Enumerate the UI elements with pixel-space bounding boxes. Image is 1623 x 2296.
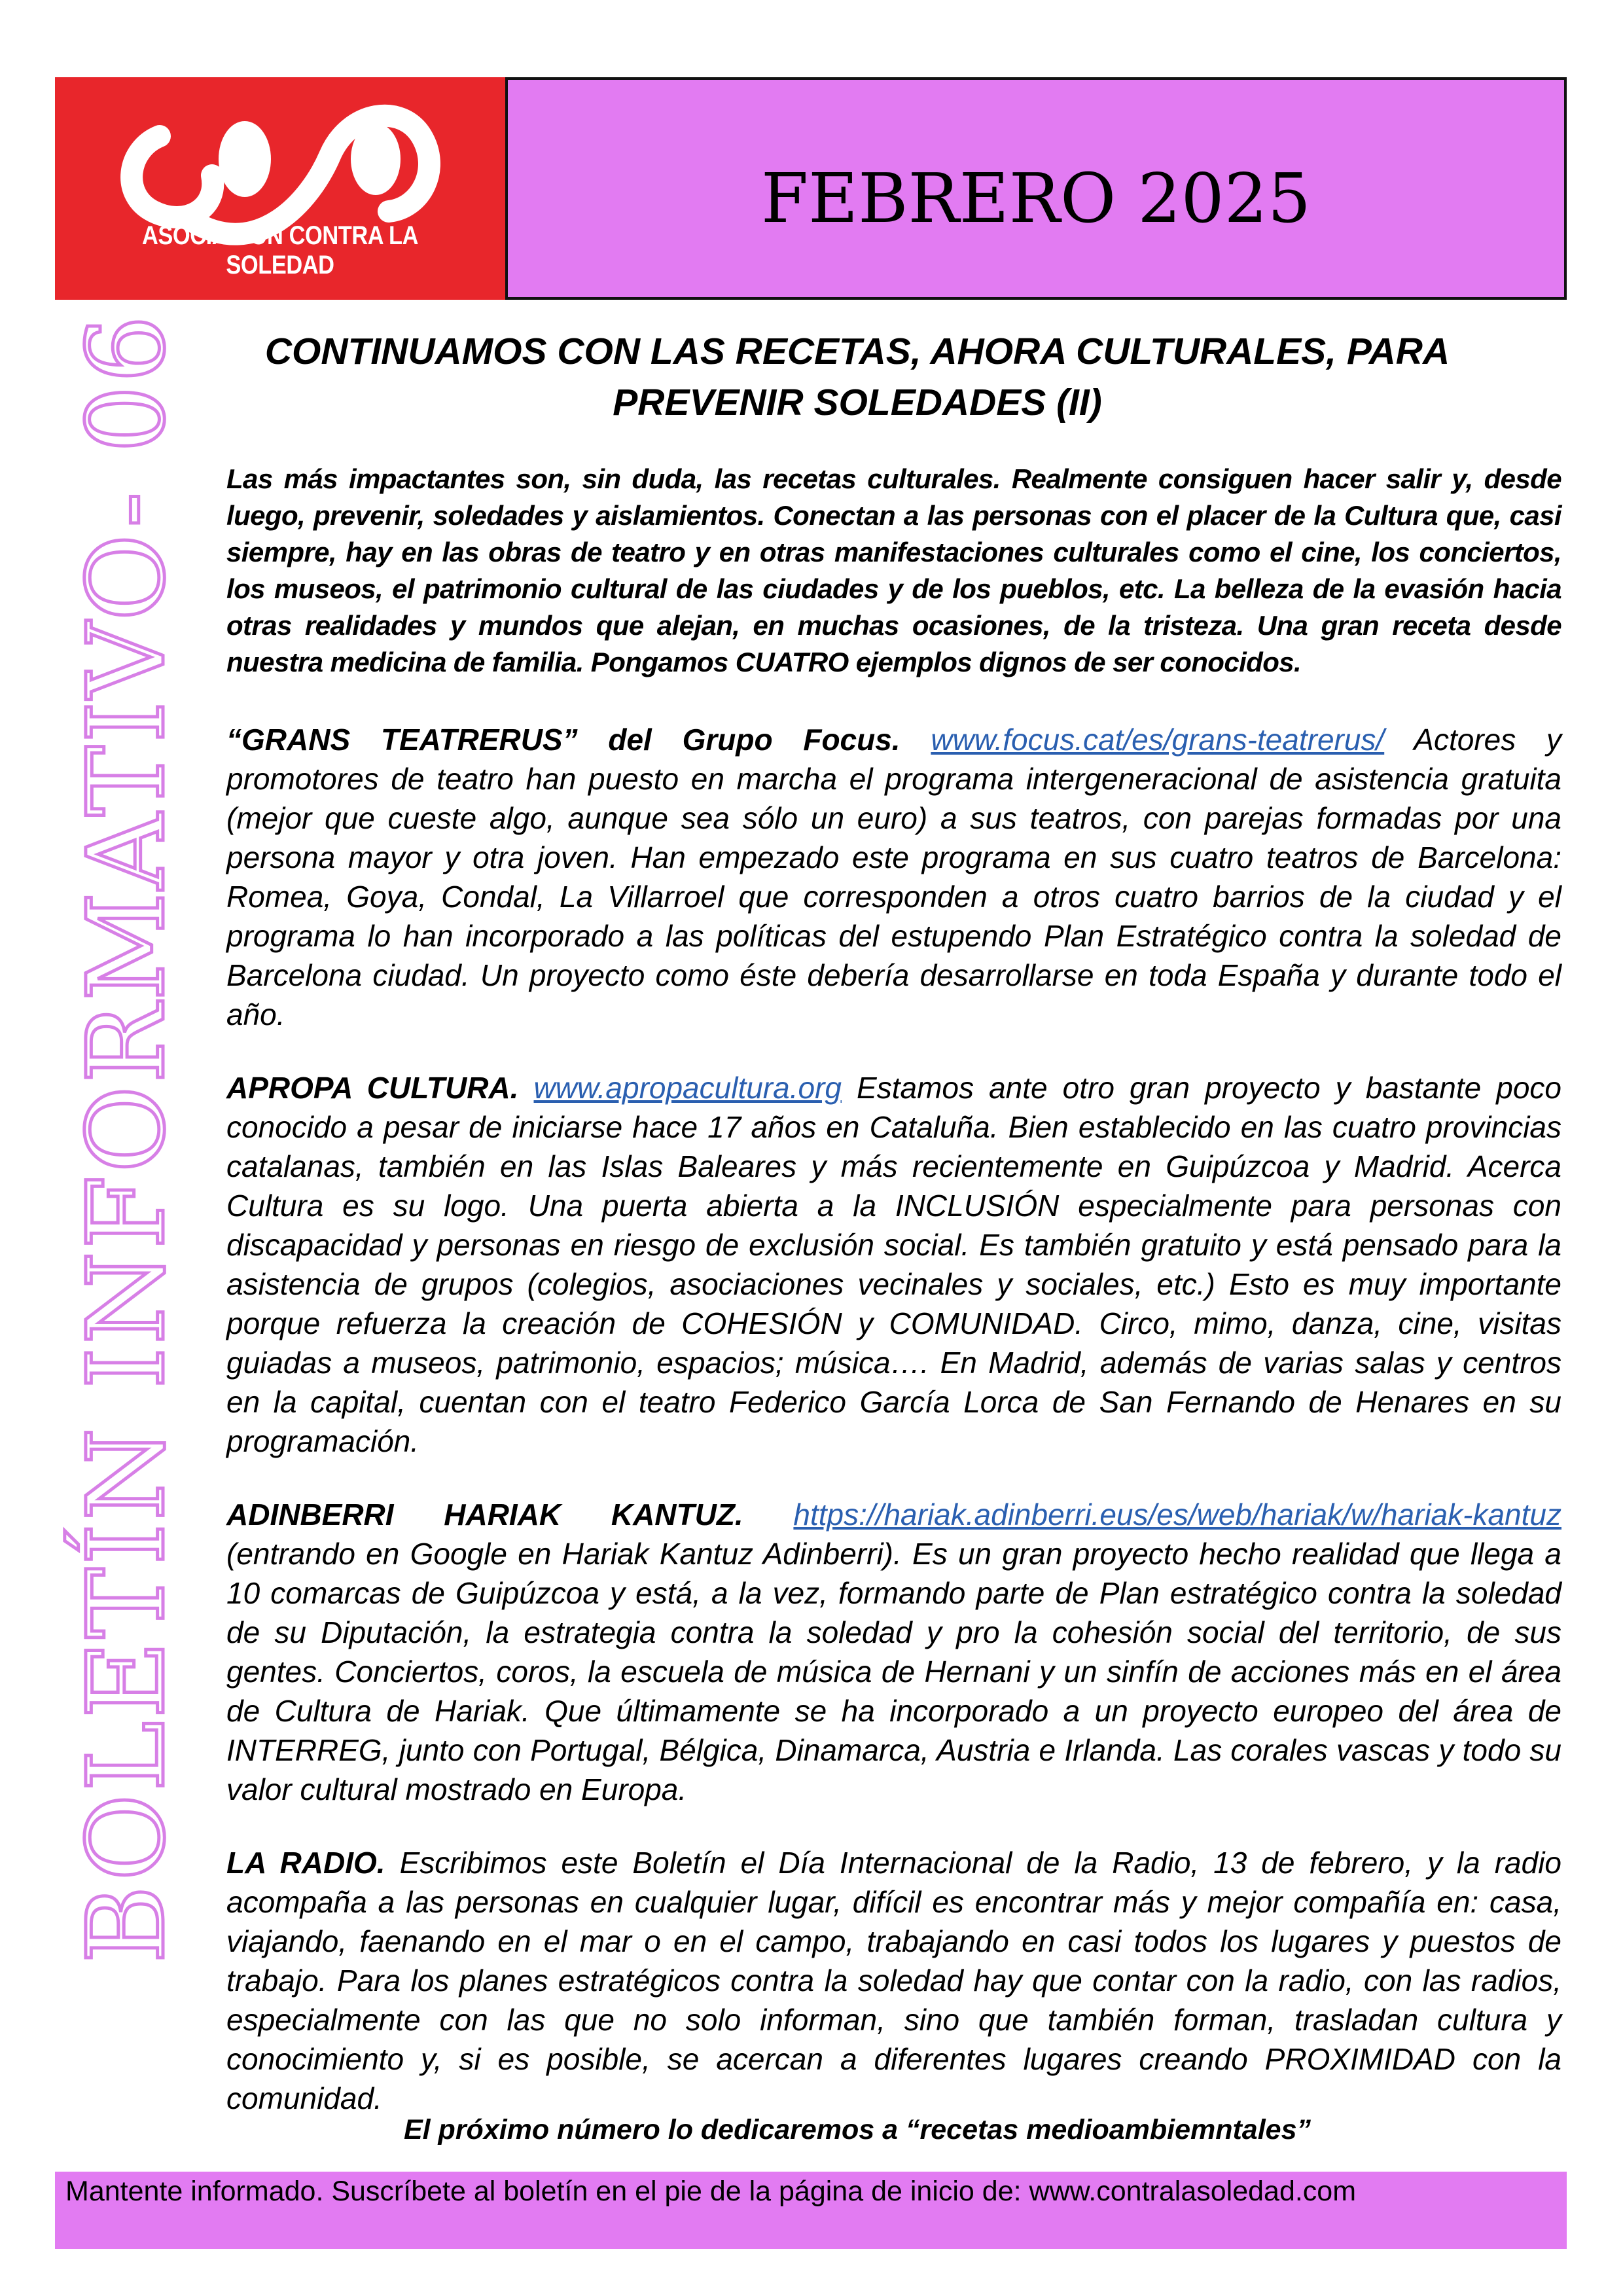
page-headline: CONTINUAMOS CON LAS RECETAS, AHORA CULTURALES, PARA PREVENIR SOLEDADES (II) — [264, 331, 1450, 423]
section-body: Escribimos este Boletín el Día Internacional de la Radio, 13 de febrero, y la radio acompaña a las personas en cualquier lugar, difícil es encontrar más y mejor compañía en: casa, viajando, faenando en el mar o en el campo, trabajando en casi todos los lugares y puestos de trabajo. Para los planes estratégicos contra la soledad hay que contar con la radio, con las radios, especialmente con las que no solo informan, sino que también forman, trasladan cultura y conocimiento y, si es posible, se acercan a diferentes lugares creando PROXIMIDAD con la comunidad. — [226, 1846, 1561, 2115]
section-title: ADINBERRI HARIAK KANTUZ. — [226, 1498, 743, 1532]
section-grans-teatrerus — [226, 720, 1561, 1034]
next-issue-note: El próximo número lo dedicaremos a “recetas medioambiemntales” — [403, 2114, 1311, 2145]
logo-text: ASOCIACIÓN CONTRA LA SOLEDAD — [141, 221, 419, 279]
section-body: Estamos ante otro gran proyecto y bastante poco conocido a pesar de iniciarse hace 17 años en Cataluña. Bien establecido en las cuatro provincias catalanas, también en las Islas Baleares y más recientemente en Guipúzcoa y Madrid. Acerca Cultura es su logo. Una puerta abierta a la INCLUSIÓN especialmente para personas con discapacidad y personas en riesgo de exclusión social. Es también gratuito y está pensado para la asistencia de grupos (colegios, asociaciones vecinales y sociales, etc.) Esto es muy importante porque refuerza la creación de COHESIÓN y COMUNIDAD. Circo, mimo, danza, cine, visitas guiadas a museos, patrimonio, espacios; música…. En Madrid, además de varias salas y centros en la capital, cuentan con el teatro Federico García Lorca de San Fernando de Henares en su programación. — [226, 1071, 1562, 1458]
section-title: APROPA CULTURA. — [226, 1071, 519, 1105]
article-body — [226, 461, 1561, 2152]
issue-date-banner — [505, 77, 1567, 300]
side-bulletin-title: BOLETÍN INFORMATIVO- 06 — [65, 312, 188, 1964]
section-link[interactable]: www.apropacultura.org — [533, 1071, 842, 1105]
section-title: LA RADIO. — [226, 1846, 385, 1880]
section-link[interactable]: www.focus.cat/es/grans-teatrerus/ — [931, 723, 1385, 757]
section-link[interactable]: https://hariak.adinberri.eus/es/web/hariak/w/hariak-kantuz — [793, 1498, 1561, 1532]
section-body: (entrando en Google en Hariak Kantuz Adinberri). Es un gran proyecto hecho realidad que llega a 10 comarcas de Guipúzcoa y está, a la vez, formando parte de Plan estratégico contra la soledad de su Diputación, la estrategia contra la soledad y pro la cohesión social del territorio, de sus gentes. Conciertos, coros, la escuela de música de Hernani y un sinfín de acciones más en el área de Cultura de Hariak. Que últimamente se ha incorporado a un proyecto europeo del área de INTERREG, junto con Portugal, Bélgica, Dinamarca, Austria e Irlanda. Las corales vascas y todo su valor cultural mostrado en Europa. — [226, 1537, 1561, 1806]
section-title: “GRANS TEATRERUS” del Grupo Focus. — [226, 723, 901, 757]
section-body: Actores y promotores de teatro han puesto en marcha el programa intergeneracional de asistencia gratuita (mejor que cueste algo, aunque sea sólo un euro) a sus teatros, con parejas formadas por una persona mayor y otra joven. Han empezado este programa en sus cuatro teatros de Barcelona: Romea, Goya, Condal, La Villarroel que corresponden a otros cuatro barrios de la ciudad y el programa lo han incorporado a las políticas del estupendo Plan Estratégico contra la soledad de Barcelona ciudad. Un proyecto como éste debería desarrollarse en toda España y durante todo el año. — [226, 723, 1561, 1031]
section-la-radio — [226, 1843, 1561, 2118]
section-adinberri — [226, 1495, 1561, 1809]
association-logo — [55, 77, 505, 300]
section-apropa-cultura — [226, 1068, 1561, 1461]
footer-subscribe-text[interactable]: Mantente informado. Suscríbete al boletín en el pie de la página de inicio de: www.contralasoledad.com — [65, 2176, 1357, 2207]
intro-paragraph: Las más impactantes son, sin duda, las recetas culturales. Realmente consiguen hacer salir y, desde luego, prevenir, soledades y aislamientos. Conectan a las personas con el placer de la Cultura que, casi siempre, hay en las obras de teatro y en otras manifestaciones culturales como el cine, los conciertos, los museos, el patrimonio cultural de las ciudades y de los pueblos, etc. La belleza de la evasión hacia otras realidades y mundos que alejan, en muchas ocasiones, de la tristeza. Una gran receta desde nuestra medicina de familia. Pongamos CUATRO ejemplos dignos de ser conocidos. — [226, 463, 1561, 677]
issue-date: FEBRERO 2025 — [760, 158, 1311, 238]
